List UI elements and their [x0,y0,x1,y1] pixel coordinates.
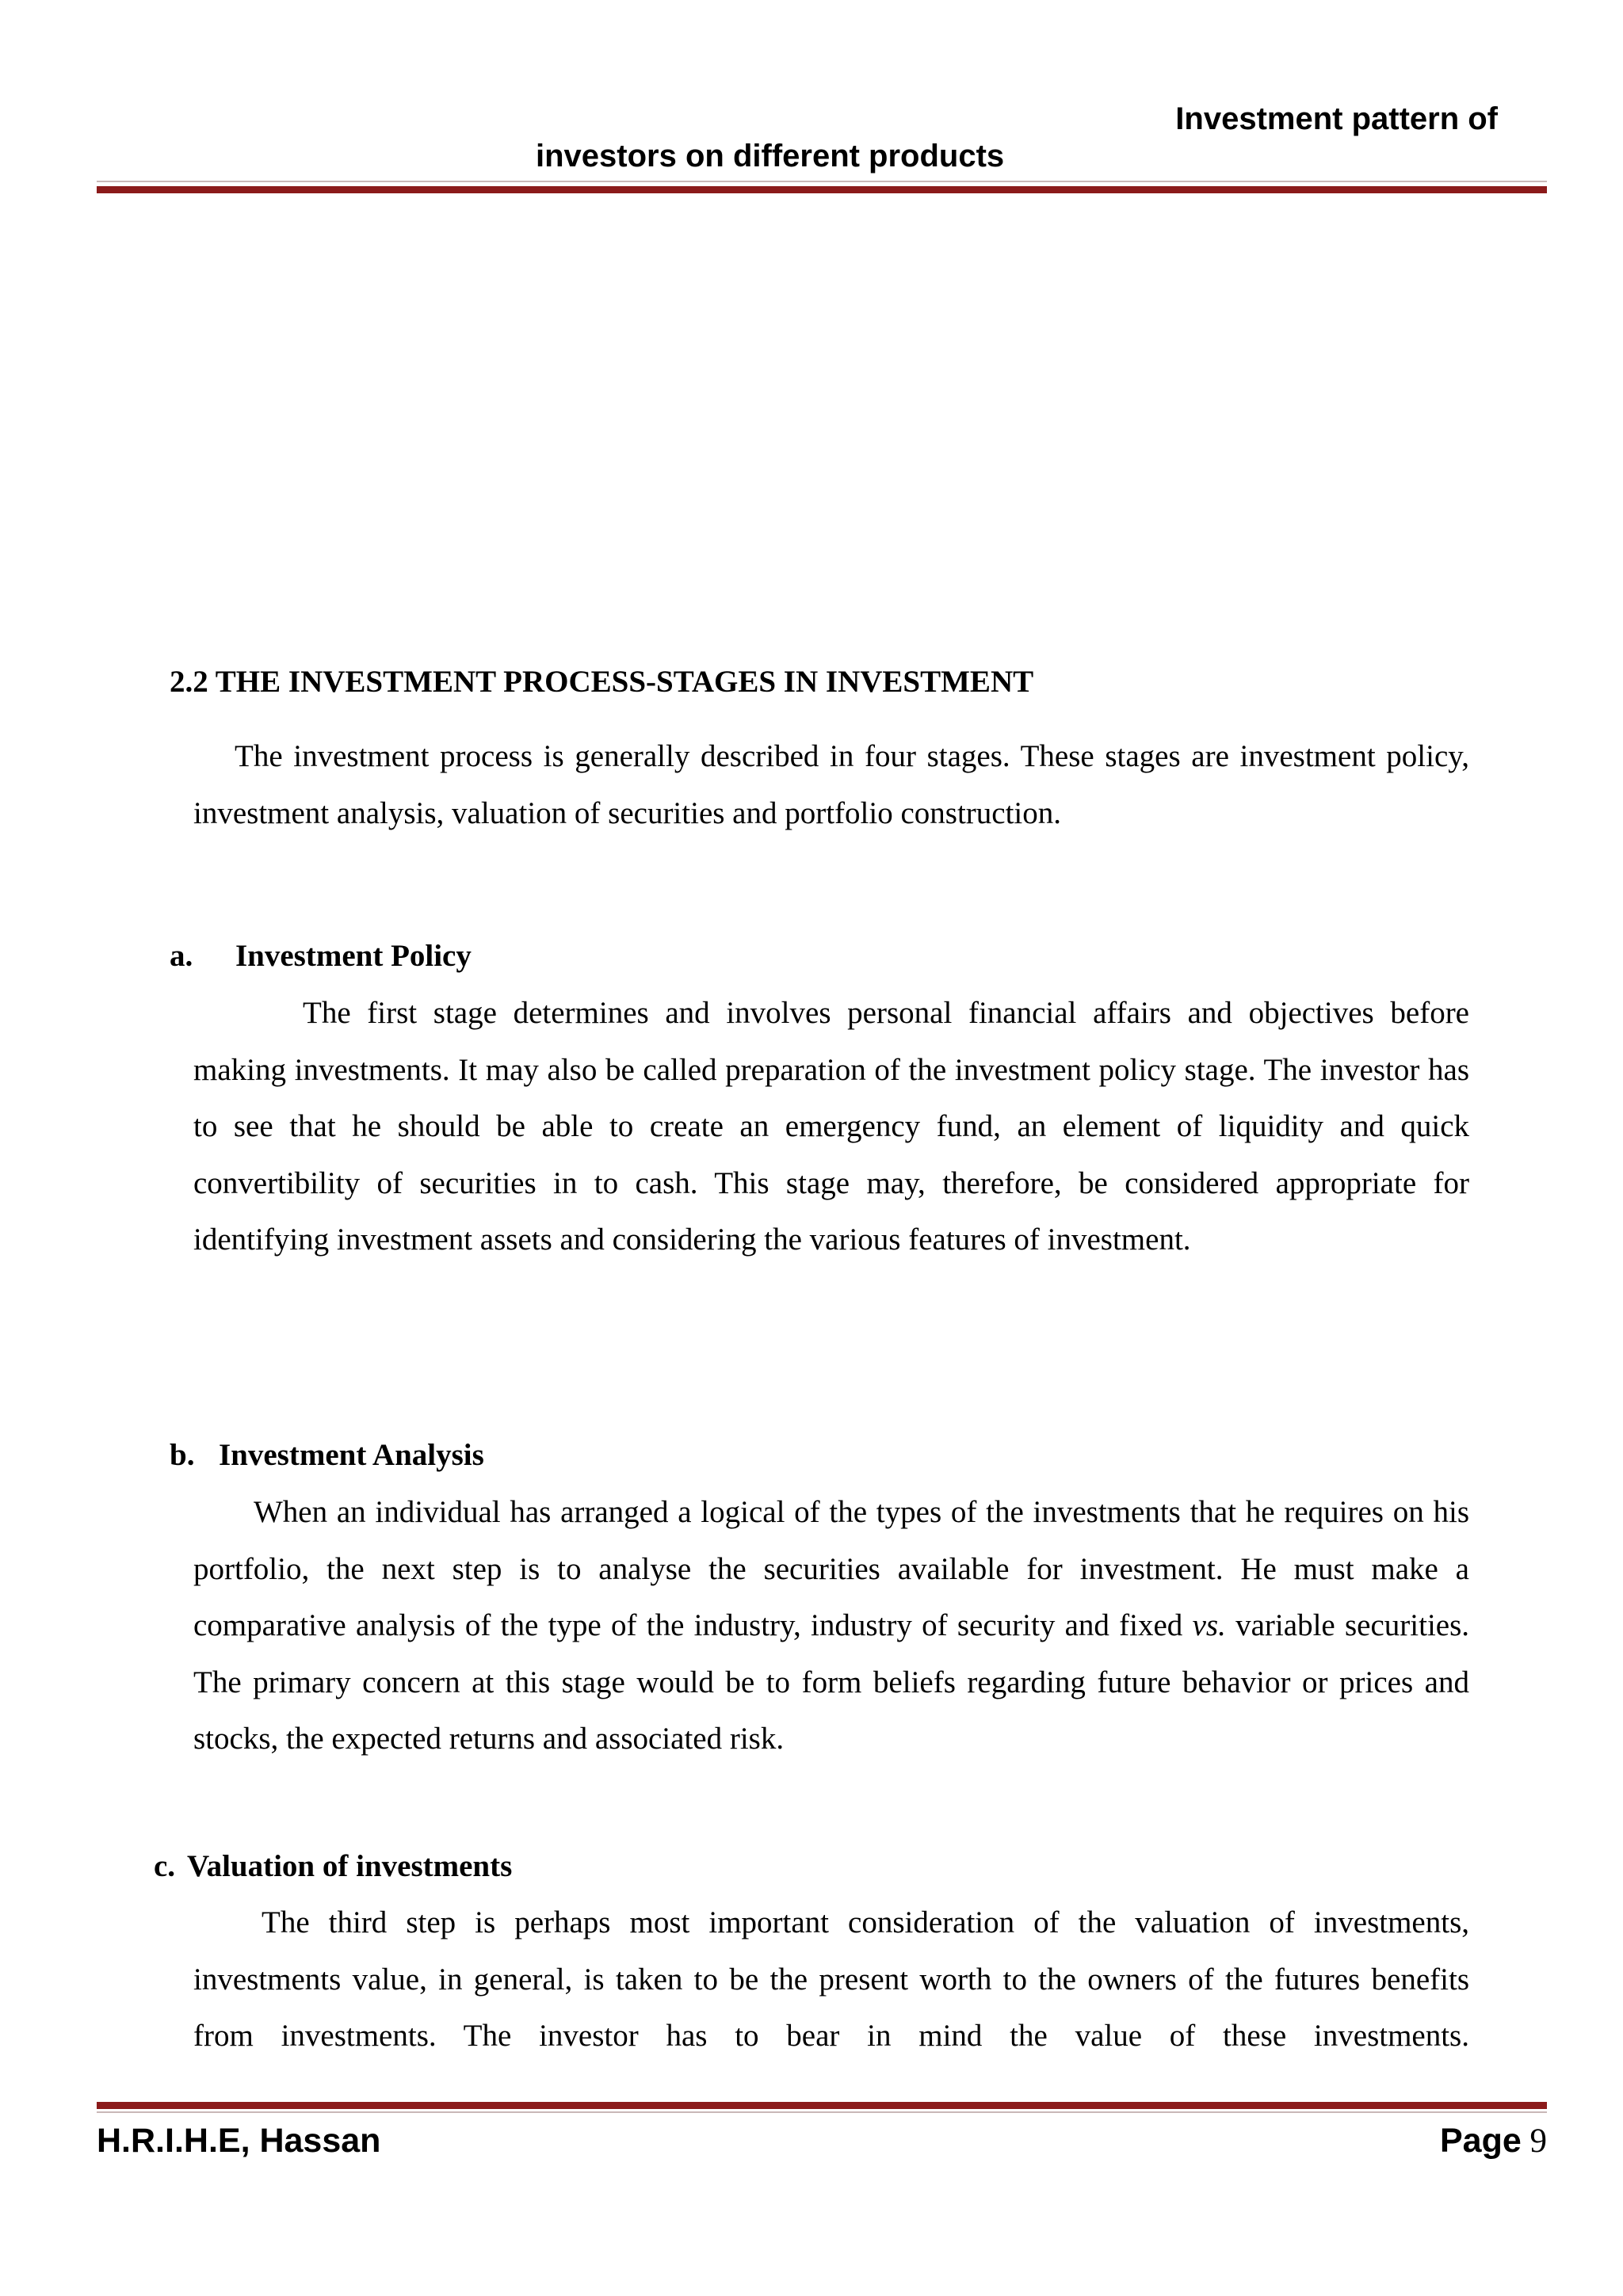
investment-analysis-text-part1: When an individual has arranged a logical of the types of the investments that he requires on his portfolio, the next step is to analyse the securities available for investment. He must make a comparative analysis of the type of the industry, industry of security and fixed [193,1495,1469,1642]
subsection-marker: a. [170,939,193,973]
header-rule-thin [97,181,1547,182]
footer-rule-thin [97,2111,1547,2113]
footer-page [1440,2119,1547,2163]
subsection-title: Valuation of investments [187,1849,513,1883]
footer-rule-thick [97,2102,1547,2109]
investment-policy-paragraph: The first stage determines and involves personal financial affairs and objectives before making investments. It may also be called preparation of the investment policy stage. The investor has to see that he should be able to create an emergency fund, an element of liquidity and quick convertibility of securities in to cash. This stage may, therefore, be considered appropriate for identifying investment assets and considering the various features of investment. [193,996,1469,1257]
header-title-line1: Investment pattern of [1175,101,1498,136]
subsection-heading-valuation [154,1847,512,1886]
section-intro-paragraph: The investment process is generally described in four stages. These stages are investment policy, investment analysis, valuation of securities and portfolio construction. [193,739,1469,830]
subsection-title: Investment Policy [235,939,472,973]
investment-analysis-text-part2: variable securities. The primary concern at this stage would be to form beliefs regarding future behavior or prices and stocks, the expected returns and associated risk. [193,1608,1470,1756]
footer-institution: H.R.I.H.E, Hassan [97,2122,381,2160]
subsection-marker: c. [154,1849,176,1883]
valuation-paragraph: The third step is perhaps most important consideration of the valuation of investments, investments value, in general, is taken to be the present worth to the owners of the futures benefits from investments. The investor has to bear in mind the value of these investments. [193,1905,1469,2053]
page-label: Page [1439,2122,1522,2160]
investment-analysis-paragraph [193,1484,1469,1768]
header-title-line2: investors on different products [536,139,1005,174]
subsection-marker: b. [170,1438,195,1472]
subsection-heading-investment-analysis [170,1436,484,1475]
page-number: 9 [1529,2122,1547,2160]
header-rule-thick [97,186,1547,193]
investment-analysis-text-italic: vs. [1192,1608,1226,1642]
subsection-heading-investment-policy [170,936,472,976]
section-title: 2.2 THE INVESTMENT PROCESS-STAGES IN INVESTMENT [170,665,1034,699]
subsection-title: Investment Analysis [219,1438,484,1472]
